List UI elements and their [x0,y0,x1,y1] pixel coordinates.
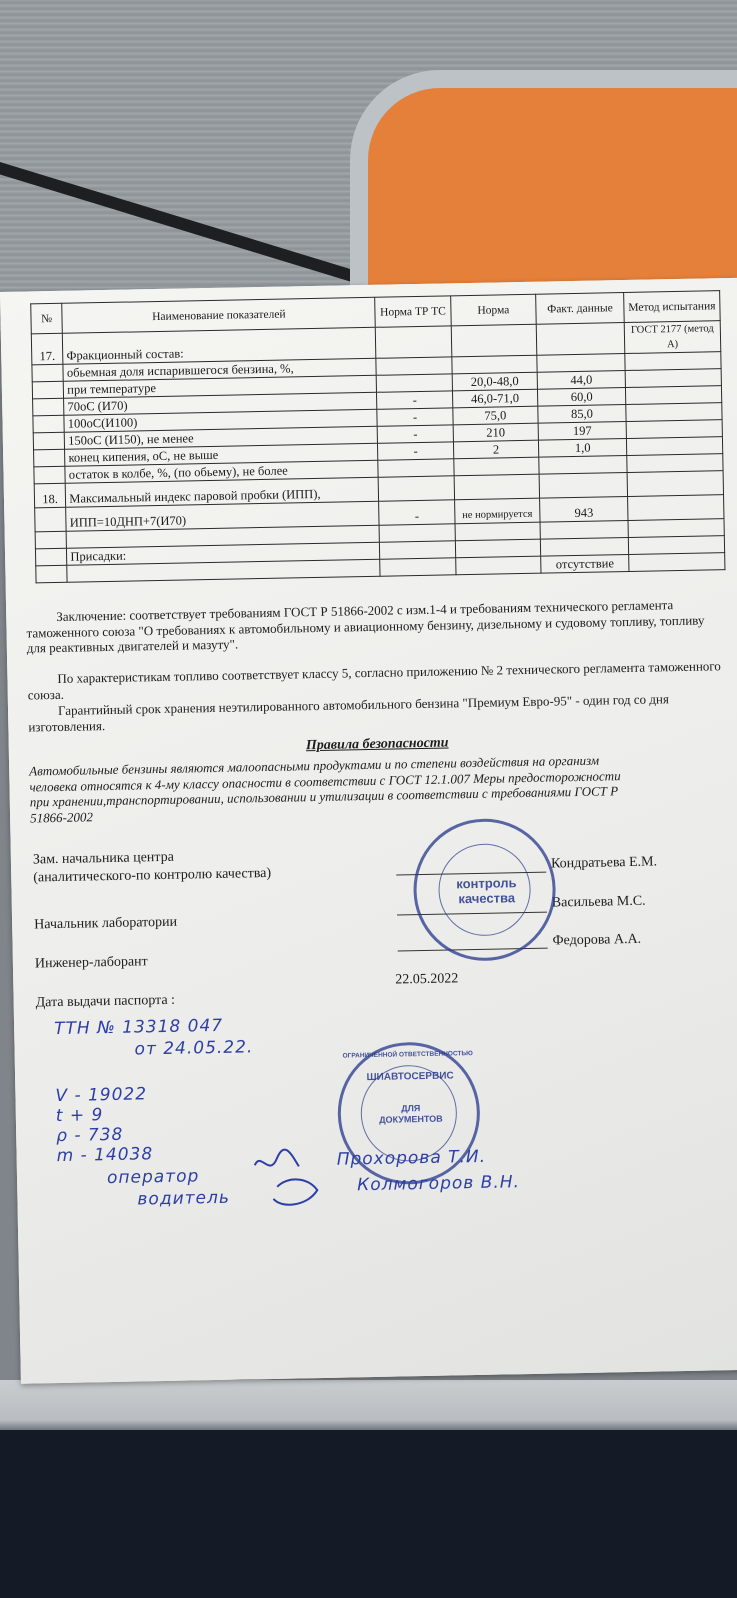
role2-label: Начальник лаборатории [34,914,178,933]
table-cell-num [34,466,66,484]
table-cell-norm-tr [378,459,453,477]
issue-date-value: 22.05.2022 [395,971,459,988]
table-cell-norm [451,324,537,357]
specs-table [30,290,725,583]
table-cell-norm: 75,0 [452,406,538,425]
table-cell-name: 150оС (И150), не менее [65,426,378,449]
role1-label: Зам. начальника центра [32,849,175,868]
table-cell-norm [454,474,540,500]
table-cell-fact: 85,0 [538,405,626,424]
table-cell-norm: 20,0-48,0 [452,372,538,391]
table-cell-norm-tr: - [378,442,453,460]
handwritten-mass: m - 14038 [56,1144,154,1167]
table-cell-norm [453,457,539,476]
table-cell-name: ИПП=10ДНП+7(И70) [66,501,380,531]
role1b-label: (аналитического-по контролю качества) [33,865,272,886]
table-cell-fact: 197 [538,422,626,441]
table-cell-method [629,553,725,572]
table-cell-method [627,471,724,497]
table-cell-method [627,495,724,521]
table-cell-method [626,420,722,439]
table-cell-norm: не нормируется [454,498,540,524]
table-cell-name: обьемная доля испарившегося бензина, %, [63,358,376,381]
table-cell-norm-tr [380,524,455,542]
safety-title: Правила безопасности [305,735,449,754]
table-cell-fact [541,537,629,556]
table-cell-norm-tr [377,374,452,392]
class-text: По характеристикам топливо соответствует классу 5, согласно приложению № 2 технического регламента таможенного союза. [27,658,721,703]
table-cell-norm-tr [379,476,455,501]
document-sheet [0,278,737,1384]
table-cell-norm-tr [376,357,451,375]
background-dark-object [0,1430,737,1598]
table-cell-fact [540,520,628,539]
name1: Кондратьева Е.М. [550,854,658,872]
table-cell-fact [539,455,627,474]
table-cell-norm-tr: - [377,408,452,426]
handwritten-volume: V - 19022 [55,1084,148,1107]
table-cell-method [625,352,721,371]
table-cell-num [32,364,64,382]
header-norm: Норма [450,294,536,326]
table-cell-fact: 1,0 [539,439,627,458]
table-cell-norm-tr: - [377,391,452,409]
table-cell-name: при температуре [64,375,377,398]
table-cell-norm-tr [380,541,455,559]
table-cell-method [626,403,722,422]
table-cell-name: Фракционный состав: [63,327,377,364]
table-cell-name: 100оС(И100) [64,409,377,432]
table-cell-num: 18. [34,483,66,508]
table-cell-num [35,548,67,566]
handwritten-driver: водитель [137,1187,231,1210]
issue-date-label: Дата выдачи паспорта : [35,992,176,1011]
table-cell-fact [539,472,627,498]
table-cell-norm-tr [380,558,455,576]
stamp2-top-text: ОГРАНИЧЕННОЙ ОТВЕТСТВЕННОСТЬЮ [342,1050,473,1060]
handwritten-invoice: ТТН № 13318 047 [53,1015,224,1040]
table-cell-norm: 46,0-71,0 [452,389,538,408]
handwritten-driver-name: Колмогоров В.Н. [357,1172,521,1196]
table-cell-name: конец кипения, оС, не выше [65,443,378,466]
shelf-life-text: Гарантийный срок хранения неэтилированного автомобильного бензина "Премиум Евро-95" - один год со дня изготовления. [28,691,670,735]
table-cell-fact: 943 [540,496,628,522]
table-cell-norm-tr: - [378,425,453,443]
table-cell-method [627,454,723,473]
table-cell-num [32,381,64,399]
table-cell-name: Присадки: [67,542,380,565]
name3: Федорова А.А. [552,931,642,949]
header-num: № [31,303,63,334]
table-cell-method [625,386,721,405]
table-cell-fact: 44,0 [537,371,625,390]
table-cell-norm [455,556,541,575]
header-fact: Факт. данные [536,293,624,325]
table-cell-norm: 210 [453,423,539,442]
table-cell-name: 70оС (И70) [64,392,377,415]
table-cell-num [33,415,65,433]
table-cell-fact [537,354,625,373]
table-cell-num [33,398,65,416]
table-cell-norm: 2 [453,440,539,459]
handwritten-invoice-date: от 24.05.22. [134,1037,254,1060]
handwritten-operator-name: Прохорова Т.И. [336,1146,487,1170]
stamp2-center-text: ШИАВТОСЕРВИС [366,1070,454,1084]
table-cell-num [34,449,66,467]
table-cell-num [35,531,67,549]
table-cell-name: остаток в колбе, %, (по обьему), не более [65,460,378,483]
table-cell-name: Максимальный индекс паровой пробки (ИПП), [65,477,379,507]
handwritten-temp: t + 9 [55,1105,104,1127]
handwritten-signature [246,1146,347,1218]
name2: Васильева М.С. [551,893,646,911]
table-cell-norm-tr [376,326,452,358]
stamp1-text: контроль качества [456,875,517,907]
table-cell-norm-tr: - [379,500,455,525]
table-cell-num: 17. [31,333,63,365]
conclusion-text: Заключение: соответствует требованиям ГОСТ Р 51866-2002 с изм.1-4 и требованиям технического регламента таможенного союза "О требованиях к автомобильному и авиационному бензину, дизельному и судовому топливу, топливу для реактивных двигателей и мазуту". [26,597,705,656]
table-cell-norm [455,539,541,558]
handwritten-density: ρ - 738 [56,1124,124,1147]
table-cell-fact: отсутствие [541,554,629,573]
table-cell-fact: 60,0 [538,388,626,407]
role3-label: Инженер-лаборант [34,954,148,972]
table-cell-method [625,369,721,388]
header-method: Метод испытания [624,291,721,323]
table-cell-num [33,432,65,450]
table-cell-method [628,536,724,555]
table-cell-norm [455,522,541,541]
table-cell-method: ГОСТ 2177 (метод А) [624,321,721,354]
table-cell-num [36,565,68,583]
table-cell-method [626,437,722,456]
handwritten-operator: оператор [106,1166,200,1189]
safety-text: Автомобильные бензины являются малоопасными продуктами и по степени воздействия на организм человека относятся к 4-му классу опасности в соответствии с ГОСТ 12.1.007 Меры предосторожности при хранении,транспортировании, использовании и утилизации в соответствии с требованиями ГОСТ Р 51866-2002 [29,752,621,826]
table-cell-method [628,519,724,538]
table-cell-norm [451,355,537,374]
header-norm-tr: Норма ТР ТС [375,296,451,327]
header-name: Наименование показателей [62,297,376,333]
table-cell-fact [536,323,624,356]
stamp2-inner-text: ДЛЯ ДОКУМЕНТОВ [379,1103,443,1125]
table-cell-num [35,507,67,532]
